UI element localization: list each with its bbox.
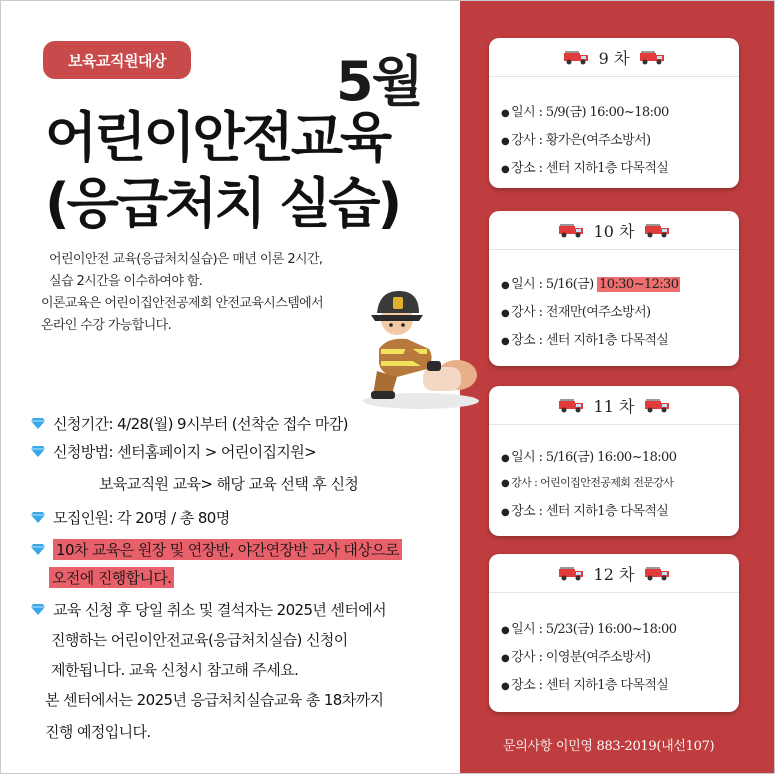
session-heading (489, 211, 739, 249)
fire-truck-icon (558, 565, 584, 581)
intro-text (41, 249, 323, 337)
session-card-9 (489, 38, 739, 188)
cancel-text: 교육 신청 후 당일 취소 및 결석자는 2025년 센터에서 (53, 601, 387, 619)
fire-truck-icon (558, 222, 584, 238)
session-label: 10 차 (593, 221, 635, 241)
title-month: 5월 (336, 50, 422, 113)
notice-text: 10차 교육은 원장 및 연장반, 야간연장반 교사 대상으로 (53, 539, 402, 560)
card-divider (489, 76, 739, 77)
fire-truck-icon (644, 565, 670, 581)
session-time: 16:00~18:00 (589, 105, 669, 120)
info-item-notice (31, 539, 402, 560)
session-place: ● 장소 : 센터 지하1층 다목적실 (501, 504, 669, 519)
intro-line: 온라인 수강 가능합니다. (41, 318, 172, 333)
total-text-line-1: 본 센터에서는 2025년 응급처치실습교육 총 18차까지 (45, 691, 384, 709)
intro-line: 어린이안전 교육(응급처치실습)은 매년 이론 2시간, (49, 252, 323, 267)
method-text-cont: 보육교직원 교육> 해당 교육 선택 후 신청 (99, 475, 359, 493)
session-time: 16:00~18:00 (597, 450, 677, 465)
firefighter-cpr-illustration (357, 279, 485, 411)
session-date: ● 일시 : 5/16(금) 16:00~18:00 (501, 450, 677, 465)
session-heading (489, 386, 739, 424)
title-line-2: (응급처치 실습) (45, 172, 400, 235)
session-date: ● 일시 : 5/16(금) 10:30~12:30 (501, 277, 679, 292)
session-teacher: ● 강사 : 어린이집안전공제회 전문강사 (501, 476, 674, 489)
diamond-icon (31, 512, 45, 523)
cancel-text-line-3: 제한됩니다. 교육 신청시 참고해 주세요. (51, 661, 299, 679)
session-label: 11 차 (593, 396, 635, 416)
method-text: 신청방법: 센터홈페이지 > 어린이집지원> (53, 443, 317, 461)
diamond-icon (31, 544, 45, 555)
session-card-12 (489, 554, 739, 712)
session-place: ● 장소 : 센터 지하1층 다목적실 (501, 678, 669, 693)
session-time: 16:00~18:00 (597, 622, 677, 637)
fire-truck-icon (639, 49, 665, 65)
session-place: ● 장소 : 센터 지하1층 다목적실 (501, 333, 669, 348)
page-title (45, 105, 399, 237)
diamond-icon (31, 604, 45, 615)
card-divider (489, 249, 739, 250)
fire-truck-icon (563, 49, 589, 65)
diamond-icon (31, 418, 45, 429)
info-item-method (31, 441, 316, 462)
session-date: ● 일시 : 5/9(금) 16:00~18:00 (501, 105, 669, 120)
session-label: 12 차 (593, 564, 635, 584)
title-line-1: 어린이안전교육 (45, 106, 390, 169)
session-heading (489, 554, 739, 592)
fire-truck-icon (558, 397, 584, 413)
notice-text-cont (49, 567, 174, 588)
session-place: ● 장소 : 센터 지하1층 다목적실 (501, 161, 669, 176)
intro-line: 이론교육은 어린이집안전공제회 안전교육시스템에서 (41, 296, 324, 311)
session-heading (489, 38, 739, 76)
session-card-10 (489, 211, 739, 366)
session-teacher: ● 강사 : 전재만(여주소방서) (501, 305, 651, 320)
total-text-line-2: 진행 예정입니다. (45, 723, 151, 741)
session-time-highlight: 10:30~12:30 (599, 277, 679, 292)
session-teacher: ● 강사 : 황가은(여주소방서) (501, 133, 651, 148)
capacity-text: 모집인원: 각 20명 / 총 80명 (53, 509, 230, 527)
card-divider (489, 592, 739, 593)
target-badge: 보육교직원대상 (43, 41, 191, 79)
period-text: 신청기간: 4/28(월) 9시부터 (선착순 접수 마감) (53, 415, 348, 433)
card-divider (489, 424, 739, 425)
session-label: 9 차 (598, 48, 630, 68)
fire-truck-icon (644, 222, 670, 238)
info-item-capacity (31, 507, 230, 528)
session-card-11 (489, 386, 739, 536)
notice-text-line-2: 오전에 진행합니다. (49, 567, 174, 588)
session-date: ● 일시 : 5/23(금) 16:00~18:00 (501, 622, 677, 637)
fire-truck-icon (644, 397, 670, 413)
cancel-text-line-2: 진행하는 어린이안전교육(응급처치실습) 신청이 (51, 631, 348, 649)
contact-info: 문의사항 이민영 883-2019(내선107) (503, 739, 715, 754)
info-item-period (31, 413, 348, 434)
session-teacher: ● 강사 : 이영분(여주소방서) (501, 650, 651, 665)
info-item-cancel (31, 599, 386, 620)
intro-line: 실습 2시간을 이수하여야 함. (49, 274, 203, 289)
diamond-icon (31, 446, 45, 457)
